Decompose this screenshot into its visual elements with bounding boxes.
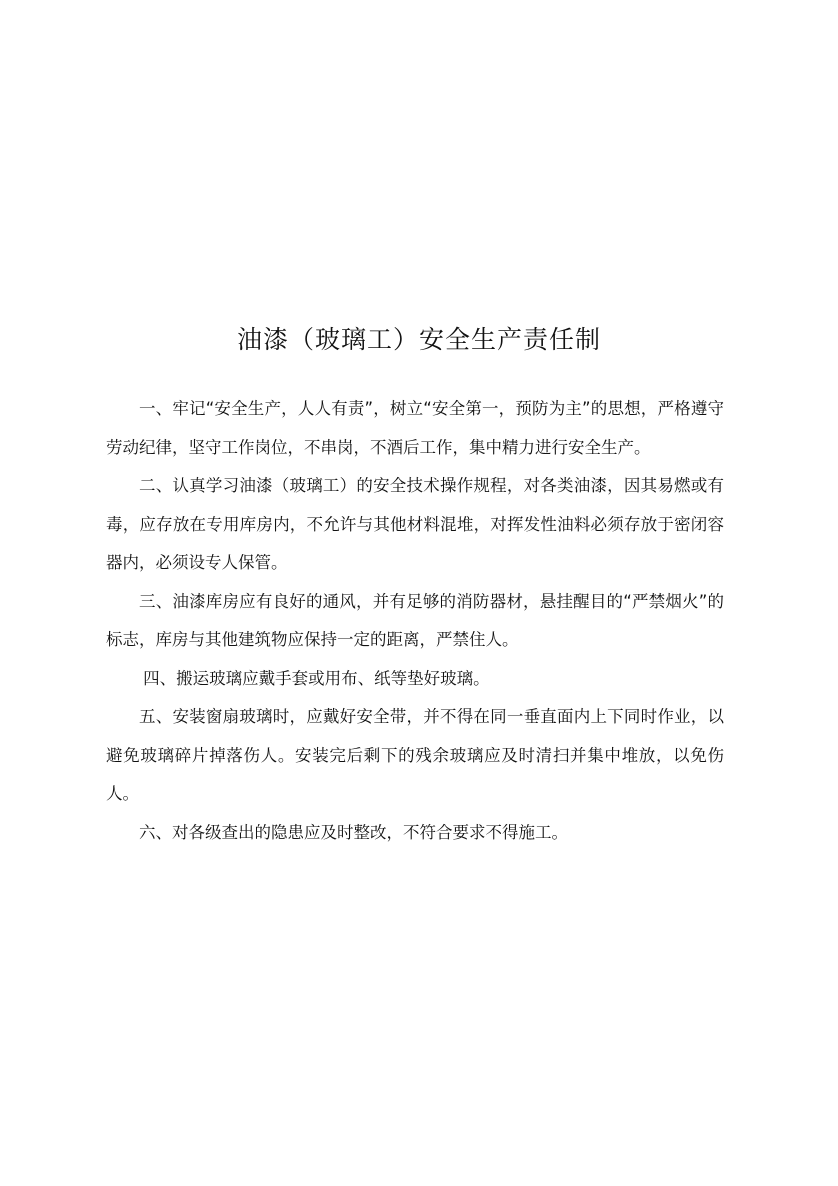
paragraph-1: 一、牢记“安全生产，人人有责”，树立“安全第一，预防为主”的思想，严格遵守劳动纪律，坚守工作岗位，不串岗，不酒后工作，集中精力进行安全生产。 [106,399,724,457]
paragraph-4: 四、搬运玻璃应戴手套或用布、纸等垫好玻璃。 [143,668,490,688]
document-body [106,390,724,852]
paragraph-2: 二、认真学习油漆（玻璃工）的安全技术操作规程，对各类油漆，因其易燃或有毒，应存放在专用库房内，不允许与其他材料混堆，对挥发性油料必须存放于密闭容器内，必须设专人保管。 [106,476,724,572]
paragraph-3: 三、油漆库房应有良好的通风，并有足够的消防器材，悬挂醒目的“严禁烟火”的标志，库房与其他建筑物应保持一定的距离，严禁住人。 [106,591,724,649]
document-title: 油漆（玻璃工）安全生产责任制 [236,325,601,354]
paragraph-6: 六、对各级查出的隐患应及时整改，不符合要求不得施工。 [139,822,568,842]
paragraph-5: 五、安装窗扇玻璃时，应戴好安全带，并不得在同一垂直面内上下同时作业，以避免玻璃碎片掉落伤人。安装完后剩下的残余玻璃应及时清扫并集中堆放，以免伤人。 [106,707,724,803]
